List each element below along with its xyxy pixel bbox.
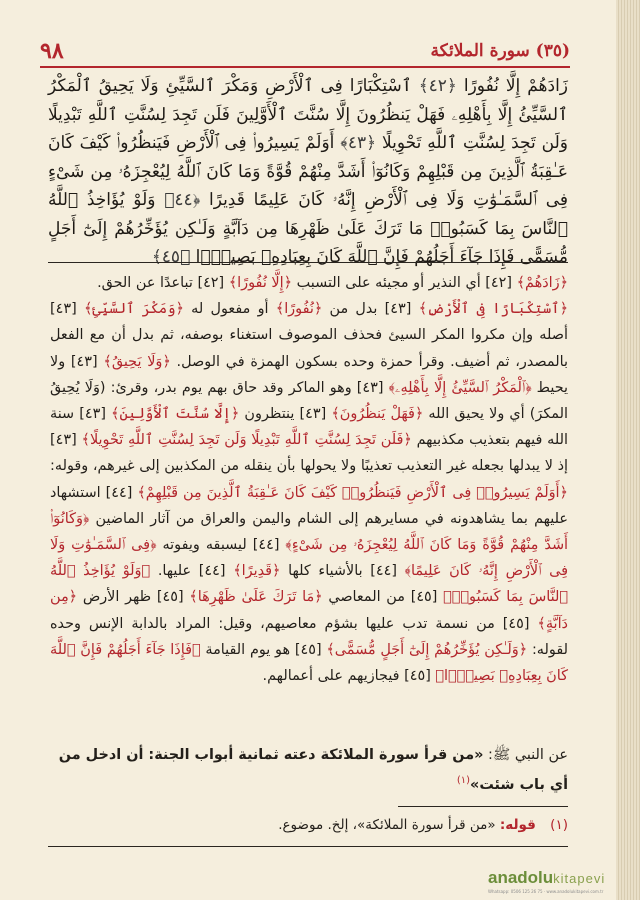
verse-45: وَلَوْ يُؤَاخِذُ ٱللَّهُ ٱلنَّاسَ بِمَا كَسَبُوا۟ مَا تَرَكَ عَلَىٰ ظَهْرِهَا مِن دَآبَّةٍ وَلَـٰكِن يُؤَخِّرُهُمْ إِلَىٰٓ أَجَلٍ مُّسَمًّى فَإِذَا جَآءَ أَجَلُهُمْ فَإِنَّ ٱللَّهَ كَانَ بِعِبَادِهِۦ بَصِيرًۢا (48, 190, 568, 267)
quran-quote: ﴿ مَا تَرَكَ عَلَىٰ ظَهْرِهَا ﴾ (189, 589, 322, 605)
quran-quote: ﴿ فِى ٱلسَّمَـٰوَٰتِ وَلَا فِى ٱلْأَرْضِ إِنَّهُۥ كَانَ عَلِيمًا ﴾ (50, 537, 568, 579)
commentary-paragraph-1 (50, 270, 568, 296)
page-edge-stack (616, 0, 640, 900)
hadith-block (50, 742, 568, 798)
commentary-text: [٤٥] من المعاصي (322, 589, 444, 606)
footnote (50, 814, 568, 836)
verse-marker-44: ﴿٤٤﴾ (164, 190, 201, 210)
commentary-text: [٤٣] أصله وإن مكروا المكر السيئ فحذف الموصوف استغناء بوصفه، ثم بدل أن مع الفعل بالمصدر، ثم أضيف. وقرأ حمزة وحده بسكون الهمزة في الوصل. (50, 301, 568, 370)
commentary-text: [٤٣] بدل من (322, 301, 419, 318)
quran-quote: ﴿ وَمَكْرَ ٱلسَّيِّئِ ﴾ (84, 301, 184, 317)
quran-quote: ﴿ ٱلْمَكْرُ ٱلسَّيِّئُ إِلَّا بِأَهْلِهِۦ ﴾ (389, 380, 532, 396)
footnote-number: (١) (550, 817, 568, 833)
verse-marker-43: ﴿٤٣﴾ (340, 133, 377, 153)
footnote-label: قوله: (499, 817, 536, 833)
quran-quote: ﴿ وَلَوْ يُؤَاخِذُ ٱللَّهُ ٱلنَّاسَ بِمَا كَسَبُوا۟ ﴾ (50, 563, 568, 605)
quran-quote: ﴿ زَادَهُمْ ﴾ (517, 275, 568, 291)
commentary-text: [٤٣] وهو الماكر وقد حاق بهم يوم بدر، وقرئ: (وَلَا يُحِيقُ المكرَ) أي ولا يحيق الله (50, 379, 568, 423)
verse-43: ٱسْتِكْبَارًا فِى ٱلْأَرْضِ وَمَكْرَ ٱلسَّيِّئِ وَلَا يَحِيقُ ٱلْمَكْرُ ٱلسَّيِّئُ إِلَّا بِأَهْلِهِۦ فَهَلْ يَنظُرُونَ إِلَّا سُنَّتَ ٱلْأَوَّلِينَ فَلَن تَجِدَ لِسُنَّتِ ٱللَّهِ تَبْدِيلًا وَلَن تَجِدَ لِسُنَّتِ ٱللَّهِ تَحْوِيلًا (48, 76, 568, 153)
watermark-suffix: kitapevi (553, 871, 606, 886)
verse-marker-45: ﴿٤٥﴾ (151, 247, 191, 267)
quran-quote: ﴿ وَكَانُوٓا۟ أَشَدَّ مِنْهُمْ قُوَّةً وَمَا كَانَ ٱللَّهُ لِيُعْجِزَهُۥ مِن شَىْءٍ ﴾ (50, 511, 568, 553)
footnote-text: «من قرأ سورة الملائكة»، إلخ. موضوع. (278, 817, 496, 833)
commentary-text: [٤٣] ولا يحيط (50, 353, 568, 396)
footnote-bottom-rule (48, 846, 568, 847)
commentary-text: [٤٤] عليها. (150, 563, 234, 580)
footnote-rule (398, 806, 568, 807)
verse-marker-42: ﴿٤٢﴾ (418, 76, 457, 96)
header-rule (40, 66, 570, 68)
commentary-text: [٤٣] ينتظرون (239, 406, 332, 423)
quran-quote: ﴿ وَلَا يَحِيقُ ﴾ (103, 354, 170, 370)
commentary-text: [٤٤] ليسبقه ويفوته (156, 537, 286, 554)
commentary-text: [٤٢] تباعدًا عن الحق. (97, 275, 229, 291)
verse-44: أَوَلَمْ يَسِيرُوا۟ فِى ٱلْأَرْضِ فَيَنظُرُوا۟ كَيْفَ كَانَ عَـٰقِبَةُ ٱلَّذِينَ مِن قَبْلِهِمْ وَكَانُوٓا۟ أَشَدَّ مِنْهُمْ قُوَّةً وَمَا كَانَ ٱللَّهُ لِيُعْجِزَهُۥ مِن شَىْءٍ فِى ٱلسَّمَـٰوَٰتِ وَلَا فِى ٱلْأَرْضِ إِنَّهُۥ كَانَ عَلِيمًا قَدِيرًا (48, 133, 568, 210)
commentary-text: [٤٣] سنة الله فيهم بتعذيب مكذبيهم (50, 406, 568, 449)
page-number: ٩٨ (40, 38, 64, 64)
quran-quote: ﴿ فَلَن تَجِدَ لِسُنَّتِ ٱللَّهِ تَبْدِيلًا وَلَن تَجِدَ لِسُنَّتِ ٱللَّهِ تَحْوِيلًا ﴾ (82, 432, 412, 448)
publisher-watermark (488, 868, 620, 894)
quran-verses-block (48, 72, 568, 272)
commentary-text: [٤٥] هو يوم القيامة (200, 641, 327, 658)
commentary-text: [٤٤] استشهاد عليهم بما يشاهدونه في مسايرهم إلى الشام واليمن والعراق من آثار الماضين (50, 484, 568, 527)
quran-quote: ﴿ قَدِيرًا ﴾ (233, 563, 280, 579)
commentary-text: [٤٥] فيجازيهم على أعمالهم. (262, 668, 436, 685)
quran-quote: ﴿ أَوَلَمْ يَسِيرُوا۟ فِى ٱلْأَرْضِ فَيَنظُرُوا۟ كَيْفَ كَانَ عَـٰقِبَةُ ٱلَّذِينَ مِن قَبْلِهِمْ ﴾ (137, 485, 568, 501)
commentary-text: أو مفعول له (183, 301, 276, 318)
commentary-text: [٤٤] بالأشياء كلها (280, 563, 405, 580)
quran-quote: ﴿ وَلَـٰكِن يُؤَخِّرُهُمْ إِلَىٰٓ أَجَلٍ مُّسَمًّى ﴾ (326, 642, 527, 658)
page-header (40, 38, 570, 64)
quran-quote: ﴿ إِلَّا سُنَّتَ ٱلْأَوَّلِينَ ﴾ (111, 406, 239, 422)
verses-divider (48, 262, 568, 263)
quran-quote: ﴿ إِلَّا نُفُورًا ﴾ (229, 275, 292, 291)
quran-quote: ﴿ فَهَلْ يَنظُرُونَ ﴾ (331, 406, 423, 422)
commentary-paragraph-2 (50, 296, 568, 689)
tafsir-commentary (50, 270, 568, 689)
hadith-text: «من قرأ سورة الملائكة دعته ثمانية أبواب الجنة: أن ادخل من أي باب شئت» (58, 747, 568, 793)
verse-42-end: زَادَهُمْ إِلَّا نُفُورًا (463, 76, 569, 96)
watermark-brand: anadolu (488, 868, 554, 887)
hadith-intro: عن النبي ﷺ: (483, 747, 568, 763)
commentary-text: [٤٥] ظهر الأرض (77, 589, 190, 606)
quran-quote: ﴿ فَإِذَا جَآءَ أَجَلُهُمْ فَإِنَّ ٱللَّهَ كَانَ بِعِبَادِهِۦ بَصِيرًۢا ﴾ (50, 642, 568, 684)
footnote-reference[interactable]: (١) (456, 775, 471, 786)
commentary-text: [٤٥] من نسمة تدب عليها بشؤم معاصيهم، وقيل: المراد بالدابة الإنس وحده لقوله: (50, 615, 568, 658)
commentary-text: [٤٣] إذ لا يبدلها بجعله غير التعذيب تعذيبًا ولا يحولها بأن ينقله من المكذبين إلى غيرهم، وقوله: (50, 432, 568, 475)
watermark-contact: Whatsapp: 0506 125 26 75 · www.anadolukitapevi.com.tr (488, 889, 604, 894)
commentary-text: [٤٢] أي النذير أو مجيئه على التسبب (292, 275, 517, 291)
quran-quote: ﴿ نُفُورًا ﴾ (276, 301, 323, 317)
quran-quote: ﴿ مِن دَآبَّةٍ ﴾ (50, 589, 568, 631)
surah-header: (٣٥) سورة الملائكة (430, 41, 570, 61)
quran-quote: ﴿ ٱسْتِكْبَارًا فِى ٱلْأَرْضِ ﴾ (419, 301, 568, 317)
